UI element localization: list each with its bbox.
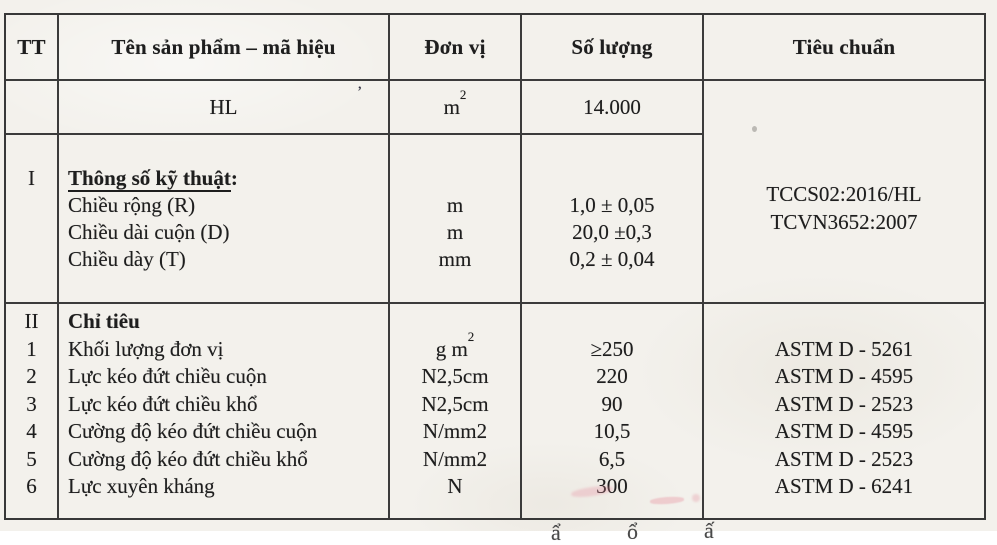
spec-quantity: 220 xyxy=(596,364,628,388)
header-unit-label: Đơn vị xyxy=(424,34,486,59)
spec-unit: g $m^2$ xyxy=(435,328,475,361)
product-quantity: 14.000 xyxy=(583,94,641,119)
spec-name: Chiều rộng (R) xyxy=(68,193,196,217)
scan-artifact-mark: ’ xyxy=(357,84,363,101)
spec-unit: N/mm2 xyxy=(422,419,488,443)
standard-value: ASTM D - 6241 xyxy=(774,474,914,498)
standard-value: ASTM D - 4595 xyxy=(774,419,914,443)
section1-unit-column xyxy=(390,135,520,273)
section2-quantity-column xyxy=(522,304,702,501)
spec-unit: N2,5cm xyxy=(421,391,489,416)
spec-quantity: 0,2 ± 0,04 xyxy=(569,247,655,271)
spec-name: Chiều dày (T) xyxy=(68,247,186,271)
section2-standard-column xyxy=(704,304,984,501)
header-standard xyxy=(704,15,984,79)
section1-standards xyxy=(704,180,984,236)
spec-name: Chiều dài cuộn (D) xyxy=(68,220,230,244)
product-spec-table xyxy=(4,13,986,520)
section1-name-column xyxy=(59,135,388,273)
spec-name: Cường độ kéo đứt chiều khổ xyxy=(68,446,308,471)
standard-value: ASTM D - 5261 xyxy=(774,336,914,361)
spec-quantity: 6,5 xyxy=(598,446,626,471)
spec-quantity: 300 xyxy=(596,474,628,498)
header-product-name xyxy=(59,15,388,79)
section2-index: II xyxy=(24,309,39,333)
section2-index-column xyxy=(6,304,57,501)
header-quantity-label: Số lượng xyxy=(571,34,653,59)
header-standard-label: Tiêu chuẩn xyxy=(792,34,896,59)
spec-name: Cường độ kéo đứt chiều cuộn xyxy=(68,419,318,443)
product-unit: $m^2$ xyxy=(443,86,467,119)
spec-name: Lực kéo đứt chiều khổ xyxy=(68,391,258,416)
spec-name: Lực kéo đứt chiều cuộn xyxy=(68,364,267,388)
product-name-cell xyxy=(59,81,388,133)
spec-unit: m xyxy=(446,193,464,217)
section2-title: Chỉ tiêu xyxy=(68,309,140,333)
spec-unit: mm xyxy=(438,247,472,271)
scan-artifact-clipped-text: ổ xyxy=(627,519,638,544)
section1-index-cell xyxy=(6,135,57,192)
header-product-name-label: Tên sản phẩm – mã hiệu xyxy=(111,34,336,59)
row-number: 4 xyxy=(26,419,37,443)
row-number: 3 xyxy=(26,391,37,416)
product-unit-cell xyxy=(390,81,520,133)
spec-unit: N2,5cm xyxy=(421,364,489,388)
spec-unit: N xyxy=(447,474,463,498)
header-quantity xyxy=(522,15,702,79)
row-number: 2 xyxy=(26,364,37,388)
section1-title: Thông số kỹ thuật: xyxy=(68,166,238,190)
header-tt xyxy=(6,15,57,79)
product-quantity-cell xyxy=(522,81,702,133)
spec-quantity: 90 xyxy=(601,391,623,416)
spec-quantity: 10,5 xyxy=(593,419,631,443)
spec-quantity: 20,0 ±0,3 xyxy=(572,220,652,244)
product-name: HL xyxy=(209,94,238,119)
standard-value: ASTM D - 2523 xyxy=(774,446,914,471)
section2-name-column xyxy=(59,304,388,501)
scan-artifact-clipped-text: ấ xyxy=(704,518,714,543)
header-unit xyxy=(390,15,520,79)
standard-value: TCCS02:2016/HL xyxy=(766,182,922,206)
standard-value: ASTM D - 2523 xyxy=(774,391,914,416)
spec-name: Lực xuyên kháng xyxy=(68,474,215,498)
spec-name: Khối lượng đơn vị xyxy=(68,336,224,361)
section1-index: I xyxy=(28,166,35,190)
standard-value: ASTM D - 4595 xyxy=(774,364,914,388)
section2-unit-column xyxy=(390,304,520,501)
scan-artifact-clipped-text: ẩ xyxy=(551,520,561,545)
spec-quantity: 1,0 ± 0,05 xyxy=(569,193,655,217)
spec-unit: N/mm2 xyxy=(422,446,488,471)
header-tt-label: TT xyxy=(17,34,46,59)
row-number: 6 xyxy=(26,474,37,498)
row-number: 1 xyxy=(26,336,37,361)
spec-unit: m xyxy=(446,220,464,244)
spec-quantity: ≥250 xyxy=(590,336,634,361)
row-number: 5 xyxy=(26,446,37,471)
section1-quantity-column xyxy=(522,135,702,273)
standard-value: TCVN3652:2007 xyxy=(770,210,918,234)
